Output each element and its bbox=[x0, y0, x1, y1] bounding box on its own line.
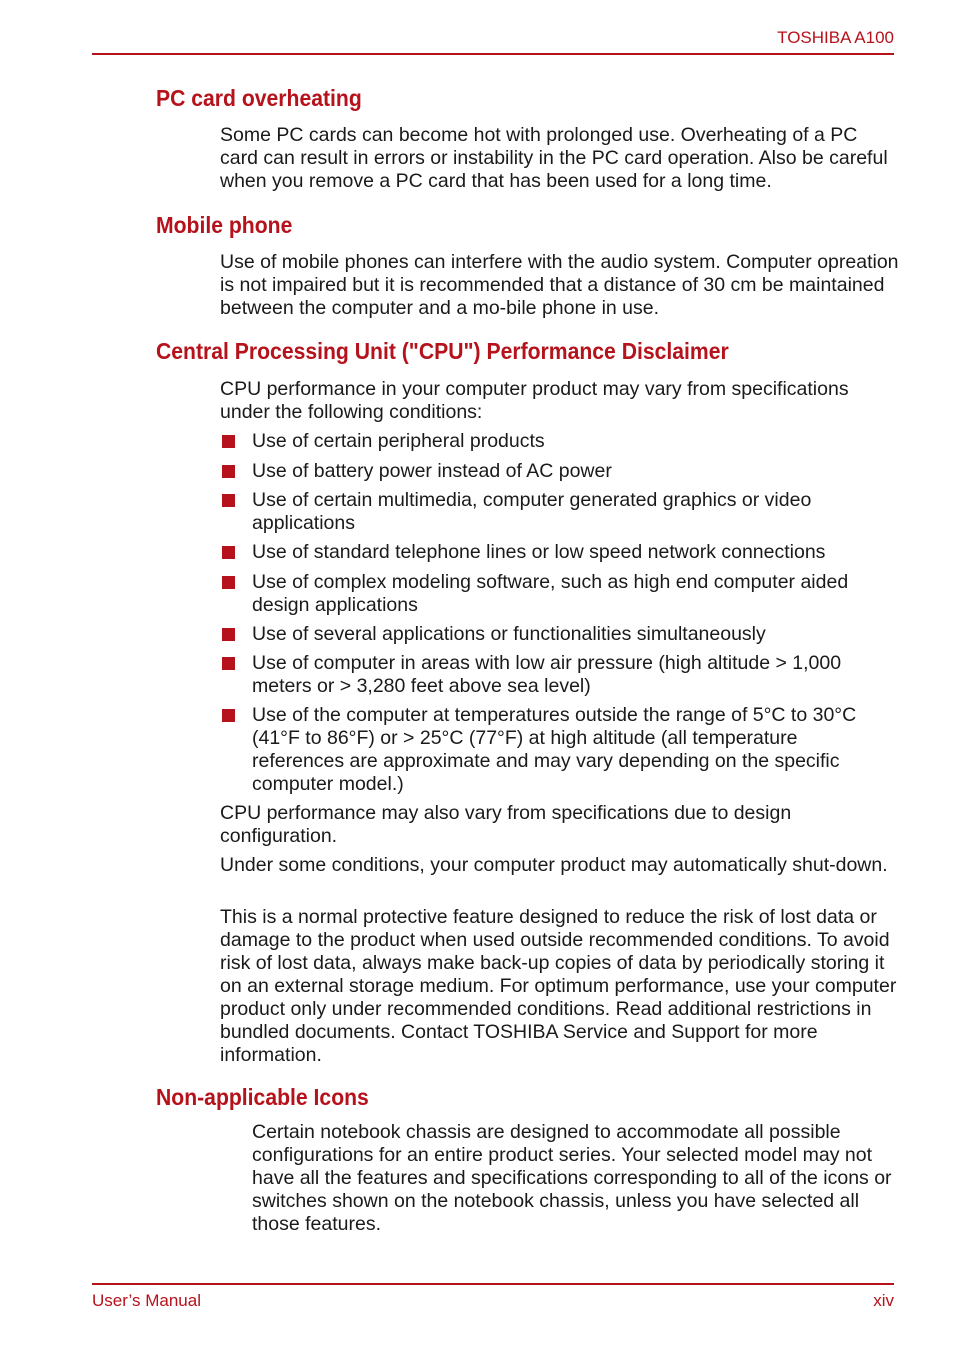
section-heading-pc-card-overheating: PC card overheating bbox=[156, 85, 362, 111]
bullet-square-icon bbox=[222, 576, 235, 589]
list-item-text: Use of battery power instead of AC power bbox=[252, 460, 612, 482]
mobile-phone-paragraph: Use of mobile phones can interfere with the audio system. Computer opreation is not impaired but it is recommended that a distance of 30 cm be maintained between the computer and a mo-bile phone in use. bbox=[220, 251, 899, 319]
list-item-text: Use of complex modeling software, such as high end computer aided design applications bbox=[252, 571, 849, 616]
cpu-paragraph-shutdown: Under some conditions, your computer product may automatically shut-down. bbox=[220, 854, 888, 876]
bullet-square-icon bbox=[222, 709, 235, 722]
bullet-square-icon bbox=[222, 546, 235, 559]
section-heading-cpu-disclaimer: Central Processing Unit ("CPU") Performance Disclaimer bbox=[156, 338, 729, 364]
section-heading-non-applicable-icons: Non-applicable Icons bbox=[156, 1084, 369, 1110]
list-item-text: Use of certain multimedia, computer generated graphics or video applications bbox=[252, 489, 812, 534]
cpu-paragraph-protective: This is a normal protective feature designed to reduce the risk of lost data or damage to the product when used outside recommended conditions. To avoid risk of lost data, always make back-up copies of data by periodically storing it on an external storage medium. For optimum performance, use your computer product only under recommended conditions. Read additional restrictions in bundled documents. Contact TOSHIBA Service and Support for more information. bbox=[220, 906, 897, 1066]
cpu-paragraph-design: CPU performance may also vary from specifications due to design configuration. bbox=[220, 802, 792, 847]
bullet-square-icon bbox=[222, 628, 235, 641]
footer-manual-title: User’s Manual bbox=[92, 1291, 201, 1310]
bullet-square-icon bbox=[222, 465, 235, 478]
non-applicable-icons-paragraph: Certain notebook chassis are designed to accommodate all possible configurations for an entire product series. Your selected model may not have all the features and specifications corresponding to all of the icons or switches shown on the notebook chassis, unless you have selected all those features. bbox=[252, 1121, 892, 1235]
list-item-text: Use of computer in areas with low air pressure (high altitude > 1,000 meters or > 3,280 feet above sea level) bbox=[252, 652, 842, 697]
list-item-text: Use of certain peripheral products bbox=[252, 430, 545, 452]
header-rule bbox=[92, 53, 894, 55]
footer-rule bbox=[92, 1283, 894, 1285]
page-number: xiv bbox=[873, 1291, 894, 1310]
list-item-text: Use of standard telephone lines or low speed network connections bbox=[252, 541, 826, 563]
bullet-square-icon bbox=[222, 435, 235, 448]
section-heading-mobile-phone: Mobile phone bbox=[156, 212, 293, 238]
pc-card-overheating-paragraph: Some PC cards can become hot with prolonged use. Overheating of a PC card can result in errors or instability in the PC card operation. Also be careful when you remove a PC card that has been used for a long time. bbox=[220, 124, 888, 192]
bullet-square-icon bbox=[222, 494, 235, 507]
header-title: TOSHIBA A100 bbox=[777, 28, 894, 47]
list-item-text: Use of several applications or functionalities simultaneously bbox=[252, 623, 766, 645]
list-item-text: Use of the computer at temperatures outside the range of 5°C to 30°C (41°F to 86°F) or > 25°C (77°F) at high altitude (all temperature references are approximate and may vary depending on the specific computer model.) bbox=[252, 704, 857, 795]
cpu-intro-paragraph: CPU performance in your computer product may vary from specifications under the following conditions: bbox=[220, 378, 849, 423]
bullet-square-icon bbox=[222, 657, 235, 670]
